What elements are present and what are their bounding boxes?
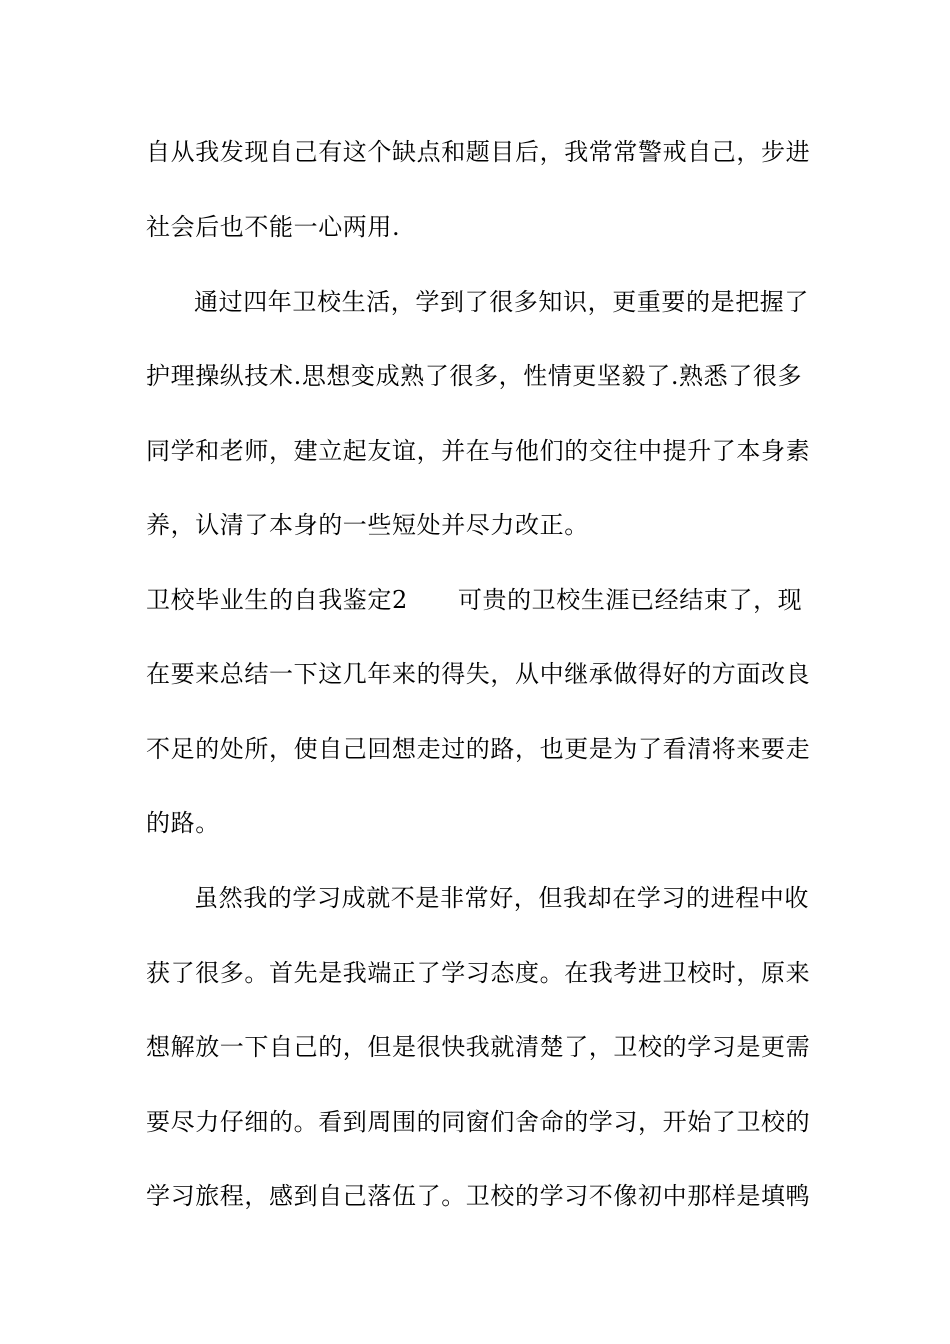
section-heading: 卫校毕业生的自我鉴定2 (146, 586, 408, 614)
paragraph-line: 想解放一下自己的，但是很快我就清楚了，卫校的学习是更需 (146, 1033, 811, 1061)
paragraph-line: 学习旅程，感到自己落伍了。卫校的学习不像初中那样是填鸭 (146, 1182, 811, 1210)
heading-continuation: 可贵的卫校生涯已经结束了，现 (457, 586, 803, 614)
heading-line (146, 583, 802, 617)
paragraph-line: 自从我发现自己有这个缺点和题目后，我常常警戒自己，步进 (146, 138, 811, 166)
paragraph-line: 的路。 (146, 809, 220, 837)
paragraph-line: 要尽力仔细的。看到周围的同窗们舍命的学习，开始了卫校的 (146, 1108, 811, 1136)
paragraph-line: 不足的处所，使自己回想走过的路，也更是为了看清将来要走 (146, 735, 811, 763)
paragraph-line: 护理操纵技术.思想变成熟了很多，性情更坚毅了.熟悉了很多 (146, 362, 803, 390)
paragraph-line: 在要来总结一下这几年来的得失，从中继承做得好的方面改良 (146, 660, 811, 688)
paragraph-line: 养，认清了本身的一些短处并尽力改正。 (146, 511, 589, 539)
paragraph-line: 获了很多。首先是我端正了学习态度。在我考进卫校时，原来 (146, 959, 811, 987)
paragraph-line: 虽然我的学习成就不是非常好，但我却在学习的进程中收 (194, 884, 809, 912)
paragraph-line: 通过四年卫校生活，学到了很多知识，更重要的是把握了 (194, 288, 809, 316)
paragraph-line: 社会后也不能一心两用. (146, 213, 401, 241)
paragraph-line: 同学和老师，建立起友谊，并在与他们的交往中提升了本身素 (146, 437, 811, 465)
